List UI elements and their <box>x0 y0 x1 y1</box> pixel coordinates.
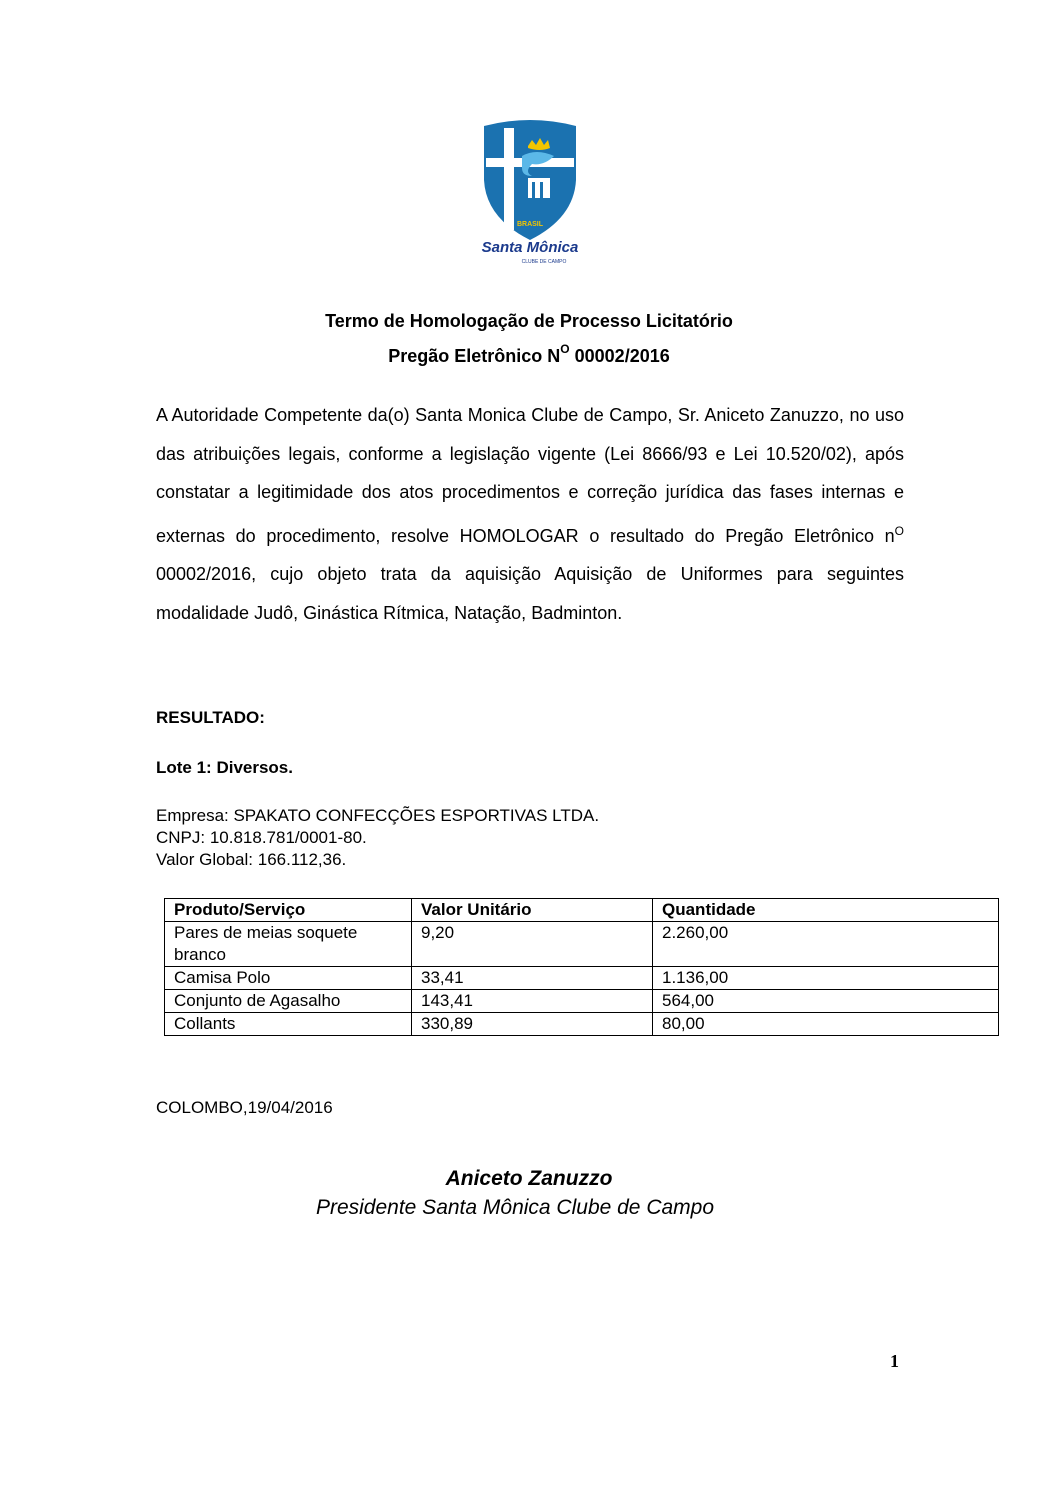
document-title: Termo de Homologação de Processo Licitatório <box>325 311 733 331</box>
svg-text:BRASIL: BRASIL <box>516 221 544 228</box>
club-logo <box>470 118 590 268</box>
cell-unit-value: 330,89 <box>412 1013 653 1036</box>
cnpj-line: CNPJ: 10.818.781/0001-80. <box>156 828 367 847</box>
table-row <box>165 967 999 990</box>
cell-quantity: 1.136,00 <box>653 967 999 990</box>
header-product: Produto/Serviço <box>165 899 412 922</box>
company-line: Empresa: SPAKATO CONFECÇÕES ESPORTIVAS LTDA. <box>156 806 600 825</box>
cell-unit-value: 33,41 <box>412 967 653 990</box>
table-row <box>165 1013 999 1036</box>
subtitle-sup: O <box>560 342 570 356</box>
place-date: COLOMBO,19/04/2016 <box>156 1098 333 1117</box>
svg-text:Santa Mônica: Santa Mônica <box>481 239 579 256</box>
cell-quantity: 2.260,00 <box>653 922 999 967</box>
table-header-row <box>165 899 999 922</box>
cell-quantity: 80,00 <box>653 1013 999 1036</box>
items-table <box>164 898 999 1036</box>
document-subtitle <box>0 344 1058 367</box>
cell-unit-value: 143,41 <box>412 990 653 1013</box>
subtitle-number: 00002/2016 <box>569 346 670 366</box>
paragraph-text-1: A Autoridade Competente da(o) Santa Monica Clube de Campo, Sr. Aniceto Zanuzzo, no uso das atribuições legais, conforme a legislação vigente (Lei 8666/93 e Lei 10.520/02), após constatar a legitimidade dos atos procedimentos e correção jurídica das fases internas e externas do procedimento, resolve HOMOLOGAR o resultado do Pregão Eletrônico n <box>156 405 904 546</box>
paragraph-text-2: 00002/2016, cujo objeto trata da aquisição Aquisição de Uniformes para seguintes modalidade Judô, Ginástica Rítmica, Natação, Badminton. <box>156 564 904 623</box>
page-number: 1 <box>890 1351 899 1371</box>
signer-role: Presidente Santa Mônica Clube de Campo <box>315 1196 715 1219</box>
header-quantity: Quantidade <box>653 899 999 922</box>
cell-product: Collants <box>165 1013 412 1036</box>
cell-product: Conjunto de Agasalho <box>165 990 412 1013</box>
cell-product: Camisa Polo <box>165 967 412 990</box>
santa-monica-shield-icon <box>470 118 590 268</box>
homologation-paragraph <box>156 396 904 632</box>
result-heading: RESULTADO: <box>156 708 265 727</box>
header-unit-value: Valor Unitário <box>412 899 653 922</box>
table-row <box>165 922 999 967</box>
cell-product: Pares de meias soquete branco <box>165 922 412 967</box>
table-row <box>165 990 999 1013</box>
subtitle-prefix: Pregão Eletrônico N <box>388 346 561 366</box>
cell-unit-value: 9,20 <box>412 922 653 967</box>
cell-quantity: 564,00 <box>653 990 999 1013</box>
lot-label: Lote 1: Diversos. <box>156 758 293 777</box>
paragraph-sup: O <box>894 523 904 538</box>
global-value-line: Valor Global: 166.112,36. <box>156 850 347 869</box>
svg-text:CLUBE DE CAMPO: CLUBE DE CAMPO <box>521 259 567 265</box>
signer-name: Aniceto Zanuzzo <box>445 1167 613 1190</box>
